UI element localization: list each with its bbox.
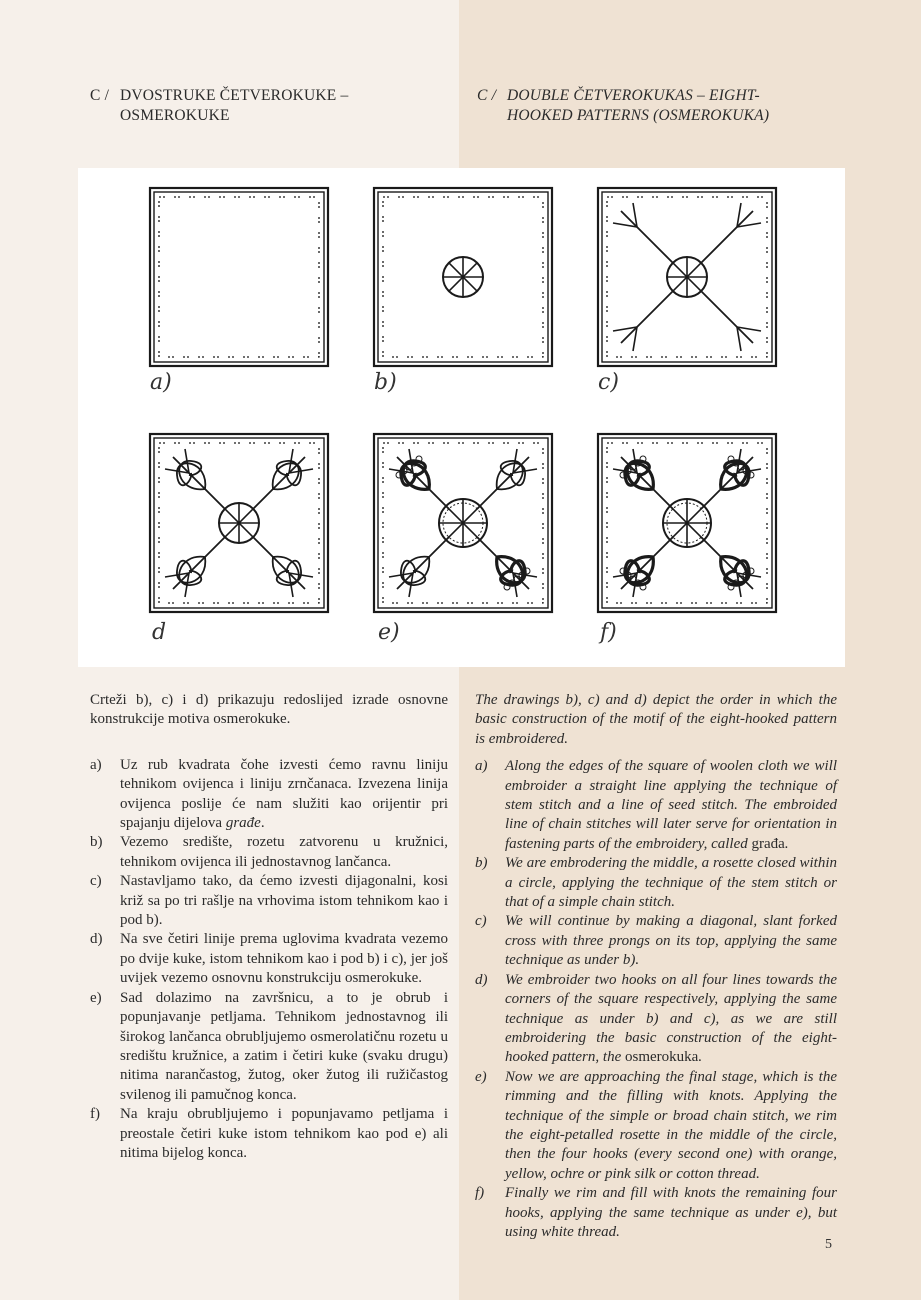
figure-b — [372, 186, 554, 368]
page-number: 5 — [825, 1237, 832, 1252]
step-text: Along the edges of the square of woolen cloth we will embroider a straight line applying the technique of stem stitch and a line of seed stitch. The embroided line of chain stitches will later serve for orientation in fastening parts of the embroidery, called — [505, 758, 837, 852]
step-marker: e) — [475, 1068, 487, 1085]
outer-border — [150, 188, 328, 366]
step-text: Uz rub kvadrata čohe izvesti ćemo ravnu liniju tehnikom ovijenca i liniju zrnčanaca. Izvezena linija ovijenca poslije će nam služiti kao orijentir pri spajanju dijelova — [120, 756, 448, 832]
figure-label-f: f) — [600, 620, 617, 645]
figure-label-b: b) — [374, 370, 397, 395]
section-prefix: C / — [90, 87, 110, 104]
figure-d — [148, 432, 330, 614]
step-text: Vezemo središte, rozetu zatvorenu u kružnici, tehnikom ovijenca ili jednostavnog lančanca. — [120, 834, 448, 870]
step-text: We embroider two hooks on all four lines towards the corners of the square respectively, applying the same technique as under b) and c), as we are still embroidering the basic construction of the eight-hooked pattern, the — [505, 971, 837, 1066]
steps-list — [90, 756, 448, 1164]
step-marker: b) — [90, 834, 103, 851]
step-item — [90, 872, 448, 930]
step-item — [90, 930, 448, 988]
step-text: Na kraju obrubljujemo i popunjavamo petljama i preostale četiri kuke istom tehnikom kao pod e) ali nitima bijelog konca. — [120, 1106, 448, 1161]
step-marker: c) — [90, 873, 102, 890]
step-marker: e) — [90, 989, 102, 1006]
step-marker: f) — [475, 1185, 485, 1202]
figure-c — [596, 186, 778, 368]
intro-paragraph: Crteži b), c) i d) prikazuju redoslijed izrade osnovne konstrukcije motiva osmerokuke. — [90, 692, 448, 728]
step-item — [90, 989, 448, 1105]
steps-list — [475, 757, 837, 1242]
step-emphasis: osmerokuka — [624, 1049, 699, 1066]
figure-f — [596, 432, 778, 614]
section-title: DOUBLE ČETVEROKUKAS – EIGHT-HOOKED PATTERNS (OSMEROKUKA) — [507, 87, 770, 124]
step-item — [475, 912, 837, 970]
step-marker: c) — [475, 913, 487, 930]
step-tail: . — [260, 815, 265, 832]
step-marker: f) — [90, 1106, 100, 1123]
step-marker: d) — [475, 971, 488, 988]
diagonal-arm — [621, 291, 673, 343]
step-text: Na sve četiri linije prema uglovima kvadrata vezemo po dvije kuke, istom tehnikom kao i pod b) i c), jer još uvijek vezemo osnovnu konstrukciju osmerokuke. — [120, 931, 448, 987]
section-title: DVOSTRUKE ČETVEROKUKE – OSMEROKUKE — [120, 87, 349, 124]
inner-border — [154, 192, 324, 362]
step-item — [90, 756, 448, 834]
figure-label-d: d — [152, 620, 167, 645]
step-item — [475, 1184, 837, 1242]
step-text: Now we are approaching the final stage, which is the rimming and the filling with knots. Applying the technique of the simple or broad chain stitch, we rim the eight-petalled rosette in the middle of the circle, then the four hooks (every second one) with orange, yellow, ochre or pink silk or cotton thread. — [505, 1068, 837, 1182]
intro-paragraph: The drawings b), c) and d) depict the order in which the basic construction of the motif of the eight-hooked pattern is embroidered. — [475, 692, 837, 747]
step-marker: b) — [475, 855, 488, 872]
diagonal-arm — [701, 291, 753, 343]
step-tail: . — [698, 1049, 703, 1066]
step-emphasis: građe — [225, 815, 261, 832]
step-tail: . — [784, 835, 789, 852]
step-text: Finally we rim and fill with knots the remaining four hooks, applying the same technique as under e), but using white thread. — [505, 1185, 837, 1240]
step-marker: a) — [90, 756, 102, 773]
figure-e — [372, 432, 554, 614]
step-item — [475, 971, 837, 1068]
diagonal-arm — [701, 211, 753, 263]
step-emphasis: građa — [751, 835, 785, 852]
step-item — [475, 854, 837, 912]
figure-label-e: e) — [378, 620, 400, 645]
step-text: Nastavljamo tako, da ćemo izvesti dijagonalni, kosi križ sa po tri rašlje na vrhovima istom tehnikom kao i pod b). — [120, 873, 448, 929]
section-prefix: C / — [477, 87, 497, 104]
embroidery-figure-panel — [78, 168, 845, 667]
croatian-text-column — [90, 691, 448, 1163]
figure-label-a: a) — [150, 370, 172, 395]
figure-label-c: c) — [598, 370, 619, 395]
step-item — [475, 757, 837, 854]
step-text: Sad dolazimo na završnicu, a to je obrub i popunjavanje petljama. Tehnikom jednostavnog ili širokog lančanca obrubljujemo osmerolatičnu rozetu u središtu kružnice, a zatim i četiri kuke (svaku drugu) nitima narančastog, žutog, oker žutog ili ružičastog svilenog ili pamučnog konca. — [120, 989, 448, 1103]
diagonal-arm — [621, 211, 673, 263]
step-text: We will continue by making a diagonal, slant forked cross with three prongs on its top, applying the same technique as under b). — [505, 913, 837, 969]
english-text-column — [475, 691, 837, 1242]
step-item — [90, 1105, 448, 1163]
step-item — [90, 833, 448, 872]
step-text: We are embrodering the middle, a rosette closed within a circle, applying the technique of the stem stitch or that of a simple chain stitch. — [505, 855, 837, 911]
figure-a — [148, 186, 330, 368]
step-marker: a) — [475, 758, 488, 775]
seed-stitch-border — [159, 197, 319, 357]
step-marker: d) — [90, 931, 103, 948]
step-item — [475, 1068, 837, 1184]
